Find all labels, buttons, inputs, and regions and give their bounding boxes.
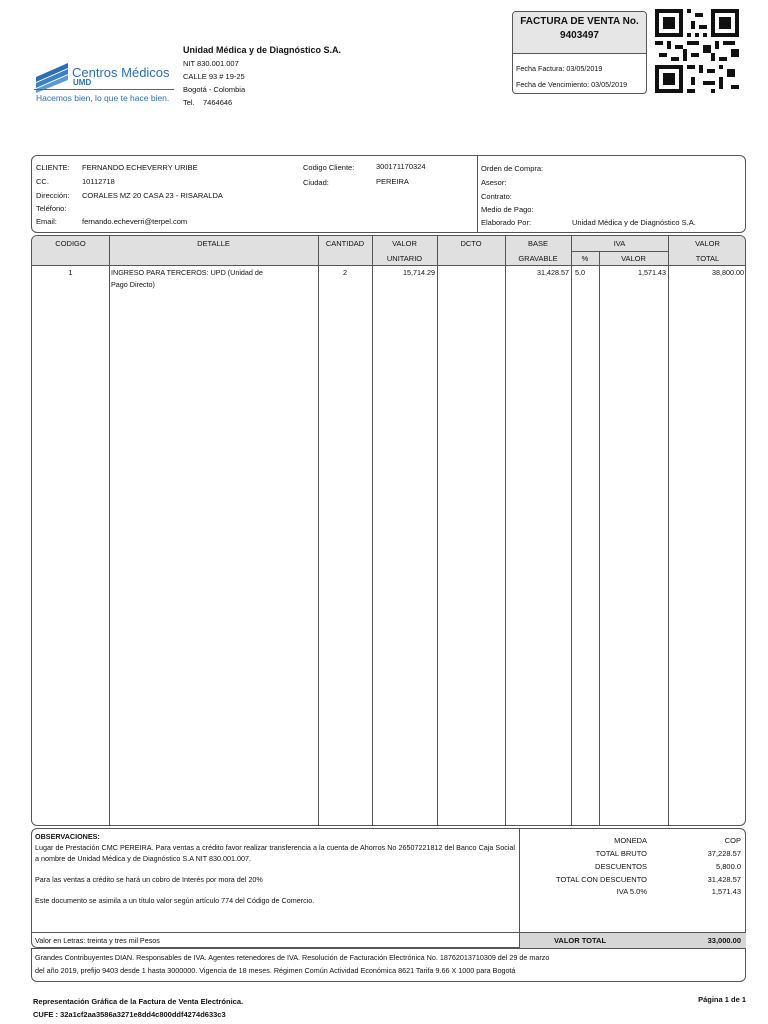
invoice-title-label: FACTURA DE VENTA No. (520, 16, 639, 27)
client-address: CORALES MZ 20 CASA 23 - RISARALDA (82, 191, 223, 200)
grand-total-value: 33,000.00 (707, 936, 741, 945)
iva-total-value: 1,571.43 (711, 887, 741, 896)
iva-total-label: IVA 5.0% (616, 887, 647, 896)
col-header-iva-pct: % (581, 254, 589, 263)
row-1-detalle: INGRESO PARA TERCEROS: UPD (Unidad de Pago Directo) (111, 268, 263, 289)
legal-line-2: del año 2019, prefijo 9403 desde 1 hasta 3000000. Vigencia de 18 meses. Régimen Común Actividad Económica 8621 Tarifa 9.66 X 1000 para Bogotá (35, 966, 516, 975)
observations-text (35, 831, 515, 906)
total-with-discount-label: TOTAL CON DESCUENTO (556, 875, 647, 884)
row-1-codigo: 1 (68, 268, 73, 277)
legal-text (35, 951, 735, 977)
company-tel-value: 7464646 (203, 98, 233, 107)
footer (33, 995, 243, 1021)
client-email-label: Email: (36, 217, 57, 226)
qr-code-icon (655, 8, 739, 94)
client-box-divider (477, 155, 478, 233)
client-address-label: Dirección: (36, 191, 70, 200)
client-code-label: Codigo Cliente: (303, 163, 355, 172)
company-city: Bogotá - Colombia (183, 85, 246, 94)
row-1-valor-unitario: 15,714.29 (403, 268, 435, 277)
logo-name: Centros Médicos (72, 65, 170, 80)
client-city-label: Ciudad: (303, 178, 329, 187)
client-name-label: CLIENTE: (36, 163, 70, 172)
client-phone-label: Teléfono: (36, 204, 67, 213)
col-header-iva: IVA (613, 239, 626, 248)
col-header-total-2: TOTAL (695, 254, 720, 263)
company-nit: NIT 830.001.007 (183, 59, 239, 68)
observations-hline (31, 932, 520, 933)
col-header-detalle: DETALLE (197, 239, 230, 248)
col-header-valor-unitario-2: UNITARIO (386, 254, 423, 263)
company-address: CALLE 93 # 19-25 (183, 72, 245, 81)
observations-p1: Lugar de Prestación CMC PEREIRA. Para ventas a crédito favor realizar transferencia a la cuenta de Ahorros No 26507221812 del Banco Caja Social a nombre de Unidad Médica y de Diagnóstico S.A NIT 830.001.007. (35, 843, 515, 863)
footer-cufe: CUFE : 32a1cf2aa3586a3271e8dd4c800ddf4274d633c3 (33, 1010, 226, 1019)
row-1-total: 38,800.00 (712, 268, 744, 277)
observations-p3: Este documento se asimila a un título valor según artículo 774 del Código de Comercio. (35, 896, 315, 905)
gross-total-value: 37,228.57 (707, 849, 741, 858)
gross-total-label: TOTAL BRUTO (595, 849, 647, 858)
company-info (183, 44, 341, 109)
total-with-discount-value: 31,428.57 (707, 875, 741, 884)
invoice-title (513, 12, 646, 54)
contract-label: Contrato: (481, 192, 512, 201)
client-city: PEREIRA (376, 177, 409, 186)
col-header-iva-valor: VALOR (621, 254, 646, 263)
observations-label: OBSERVACIONES: (35, 832, 100, 841)
discounts-label: DESCUENTOS (595, 862, 647, 871)
client-name: FERNANDO ECHEVERRY URIBE (82, 163, 198, 172)
invoice-number-box (512, 11, 647, 94)
col-header-codigo: CODIGO (55, 239, 86, 248)
company-tel (183, 96, 341, 109)
prepared-by: Unidad Médica y de Diagnóstico S.A. (572, 218, 696, 227)
discounts-value: 5,800.0 (715, 862, 741, 871)
col-header-cantidad: CANTIDAD (325, 239, 365, 248)
page-number: Página 1 de 1 (698, 995, 746, 1004)
company-tel-label: Tel. (183, 98, 195, 107)
col-header-base-1: BASE (527, 239, 548, 248)
client-email: fernando.echeverri@terpel.com (82, 217, 188, 226)
client-code: 300171170324 (376, 162, 426, 171)
client-cc: 10112718 (82, 177, 115, 186)
observations-divider (519, 828, 520, 948)
invoice-due-date: Fecha de Vencimiento: 03/05/2019 (516, 80, 628, 89)
grand-total-label: VALOR TOTAL (553, 936, 607, 945)
prepared-by-label: Elaborado Por: (481, 218, 532, 227)
client-cc-label: CC. (36, 177, 49, 186)
row-1-iva-pct: 5.0 (575, 268, 585, 277)
purchase-order-label: Orden de Compra: (481, 164, 544, 173)
observations-p2: Para las ventas a crédito se hará un cobro de Interés por mora del 20% (35, 875, 263, 884)
row-1-base: 31,428.57 (537, 268, 569, 277)
company-name: Unidad Médica y de Diagnóstico S.A. (183, 45, 342, 55)
tagline: Hacemos bien, lo que te hace bien. (36, 93, 170, 103)
col-header-base-2: GRAVABLE (518, 254, 558, 263)
col-header-valor-unitario-1: VALOR (392, 239, 417, 248)
legal-line-1: Grandes Contribuyentes DIAN. Responsables de IVA. Agentes retenedores de IVA. Resolución de Facturación Electrónica No. 18762013710309 del 29 de marzo (35, 953, 550, 962)
logo-divider (34, 89, 174, 90)
col-header-total-1: VALOR (695, 239, 720, 248)
payment-method-label: Medio de Pago: (481, 205, 534, 214)
invoice-dates (516, 61, 627, 93)
logo-sub: UMD (73, 78, 92, 87)
advisor-label: Asesor: (481, 178, 507, 187)
invoice-number: 9403497 (560, 30, 599, 41)
currency-value: COP (724, 836, 741, 845)
col-header-dcto: DCTO (460, 239, 482, 248)
items-table (31, 235, 746, 826)
row-1-cantidad: 2 (343, 268, 347, 277)
footer-representation: Representación Gráfica de la Factura de Venta Electrónica. (33, 997, 244, 1006)
invoice-date: Fecha Factura: 03/05/2019 (516, 64, 603, 73)
row-1-iva-valor: 1,571.43 (638, 268, 666, 277)
currency-label: MONEDA (614, 836, 647, 845)
amount-in-words: Valor en Letras: treinta y tres mil Pesos (35, 936, 160, 945)
